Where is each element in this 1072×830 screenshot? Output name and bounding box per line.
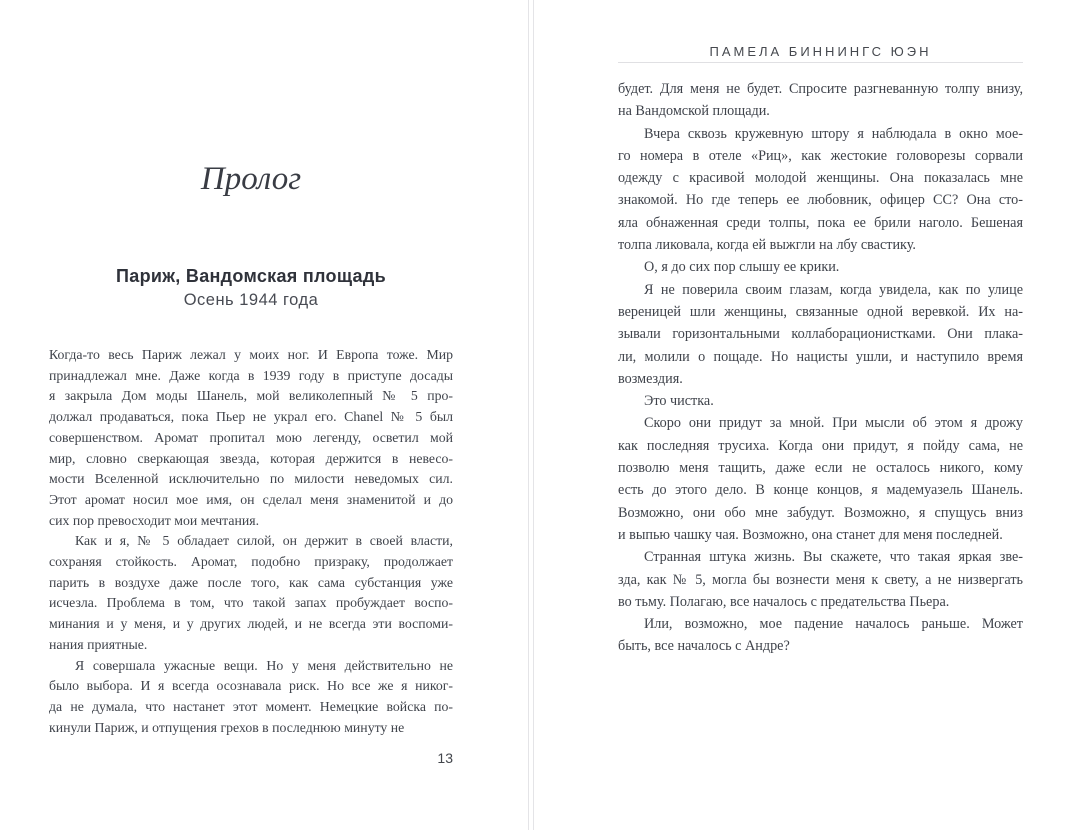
- paragraph: [618, 78, 1023, 123]
- text-line: мости Вселенной исключительно по милости неведомых сил.: [49, 471, 453, 487]
- paragraph: [49, 656, 453, 739]
- paragraph: [618, 123, 1023, 257]
- page-number: 13: [437, 750, 453, 766]
- text-line: минания и у меня, и у других людей, и не всегда эти воспоми-: [49, 616, 453, 632]
- text-line: я закрыла Дом моды Шанель, мой великолепный № 5 про-: [49, 388, 453, 404]
- text-line: знакомой. Но где теперь ее любовник, офицер СС? Она сто-: [618, 192, 1023, 209]
- text-line: совершенством. Аромат пропитал мою легенду, осветил мой: [49, 429, 453, 445]
- right-page: [533, 0, 1072, 830]
- text-line: одежду с красивой молодой женщины. Она показалась мне: [618, 170, 1023, 187]
- date-heading: Осень 1944 года: [183, 291, 319, 309]
- text-line: принадлежал мне. Даже когда в 1939 году в приступе досады: [49, 367, 453, 383]
- text-line: нания приятные.: [49, 636, 148, 652]
- text-line: вереницей шли женщины, связанные одной веревкой. Их на-: [618, 303, 1023, 320]
- left-page: [0, 0, 529, 830]
- text-line: было выбора. И я всегда осознавала риск. Но все же я никог-: [49, 678, 453, 694]
- text-line: зывали горизонтальными коллаборационистками. Они плака-: [618, 326, 1023, 343]
- text-line: как последняя трусиха. Когда они придут, я пойду сама, не: [618, 437, 1023, 454]
- text-line: должал продаваться, пока Пьер не украл его. Chanel № 5 был: [49, 409, 453, 425]
- paragraph: [618, 412, 1023, 546]
- text-line: мир, словно сверкающая звезда, которая держится в невесо-: [49, 450, 453, 466]
- text-line: будет. Для меня не будет. Спросите разгневанную толпу внизу,: [618, 81, 1023, 97]
- text-line: Возможно, они обо мне забудут. Возможно, я спущусь вниз: [618, 504, 1023, 521]
- text-line: ли, молили о пощаде. Но нацисты ушли, и наступило время: [618, 348, 1023, 365]
- running-header: ПАМЕЛА БИННИНГС ЮЭН: [709, 44, 932, 59]
- text-line: О, я до сих пор слышу ее крики.: [644, 259, 840, 276]
- text-line: Это чистка.: [644, 393, 714, 410]
- text-line: да не думала, что настанет этот момент. Немецкие войска по-: [49, 698, 453, 714]
- text-line: сохраняя стойкость. Аромат, подобно призраку, продолжает: [49, 554, 453, 570]
- right-page-body: [618, 78, 1023, 658]
- text-line: на Вандомской площади.: [618, 103, 770, 120]
- text-line: Вчера сквозь кружевную штору я наблюдала в окно мое-: [644, 125, 1023, 142]
- text-line: парить в воздухе даже после того, как сама субстанция уже: [49, 574, 453, 590]
- left-page-body: [49, 345, 453, 738]
- paragraph: [618, 613, 1023, 658]
- text-line: Или, возможно, мое падение началось раньше. Может: [644, 616, 1023, 633]
- text-line: исчезла. Проблема в том, что такой запах пробуждает воспо-: [49, 595, 453, 611]
- text-line: зда, как № 5, могла бы вознести меня к свету, а не низвергать: [618, 571, 1023, 588]
- text-line: кинули Париж, и отпущения грехов в последнюю минуту не: [49, 719, 405, 735]
- paragraph: [618, 279, 1023, 390]
- text-line: толпа ликовала, когда ей выжгли на лбу свастику.: [618, 237, 916, 254]
- text-line: го номера в отеле «Риц», как жестокие головорезы сорвали: [618, 147, 1023, 164]
- chapter-title: Пролог: [200, 161, 302, 197]
- text-line: Когда-то весь Париж лежал у моих ног. И Европа тоже. Мир: [49, 347, 453, 362]
- text-line: позволю меня тащить, даже если не осталось никого, кому: [618, 460, 1023, 477]
- text-line: Я не поверила своим глазам, когда увидела, как по улице: [644, 281, 1023, 298]
- text-line: Как и я, № 5 обладает силой, он держит в своей власти,: [75, 533, 453, 549]
- text-line: возмездия.: [618, 370, 683, 387]
- text-line: сих пор превосходит мои мечтания.: [49, 512, 260, 528]
- text-line: во тьму. Полагаю, все началось с предательства Пьера.: [618, 593, 950, 610]
- paragraph: [618, 546, 1023, 613]
- paragraph: [618, 390, 1023, 412]
- paragraph: [618, 256, 1023, 278]
- text-line: есть до этого дело. В конце концов, я мадемуазель Шанель.: [618, 482, 1023, 499]
- paragraph: [49, 345, 453, 531]
- text-line: быть, все началось с Андре?: [618, 638, 790, 655]
- text-line: и выпью чашку чая. Возможно, она станет для меня последней.: [618, 526, 1003, 543]
- text-line: Этот аромат носил мое имя, он сделал меня знаменитой и до: [49, 491, 453, 507]
- text-line: яла обнаженная среди толпы, пока ее брили наголо. Бешеная: [618, 214, 1023, 231]
- text-line: Странная штука жизнь. Вы скажете, что такая яркая зве-: [644, 549, 1023, 566]
- location-heading: Париж, Вандомская площадь: [116, 266, 386, 286]
- text-line: Я совершала ужасные вещи. Но у меня действительно не: [75, 657, 453, 673]
- paragraph: [49, 531, 453, 655]
- header-rule-divider: [618, 62, 1023, 63]
- text-line: Скоро они придут за мной. При мысли об этом я дрожу: [644, 415, 1023, 432]
